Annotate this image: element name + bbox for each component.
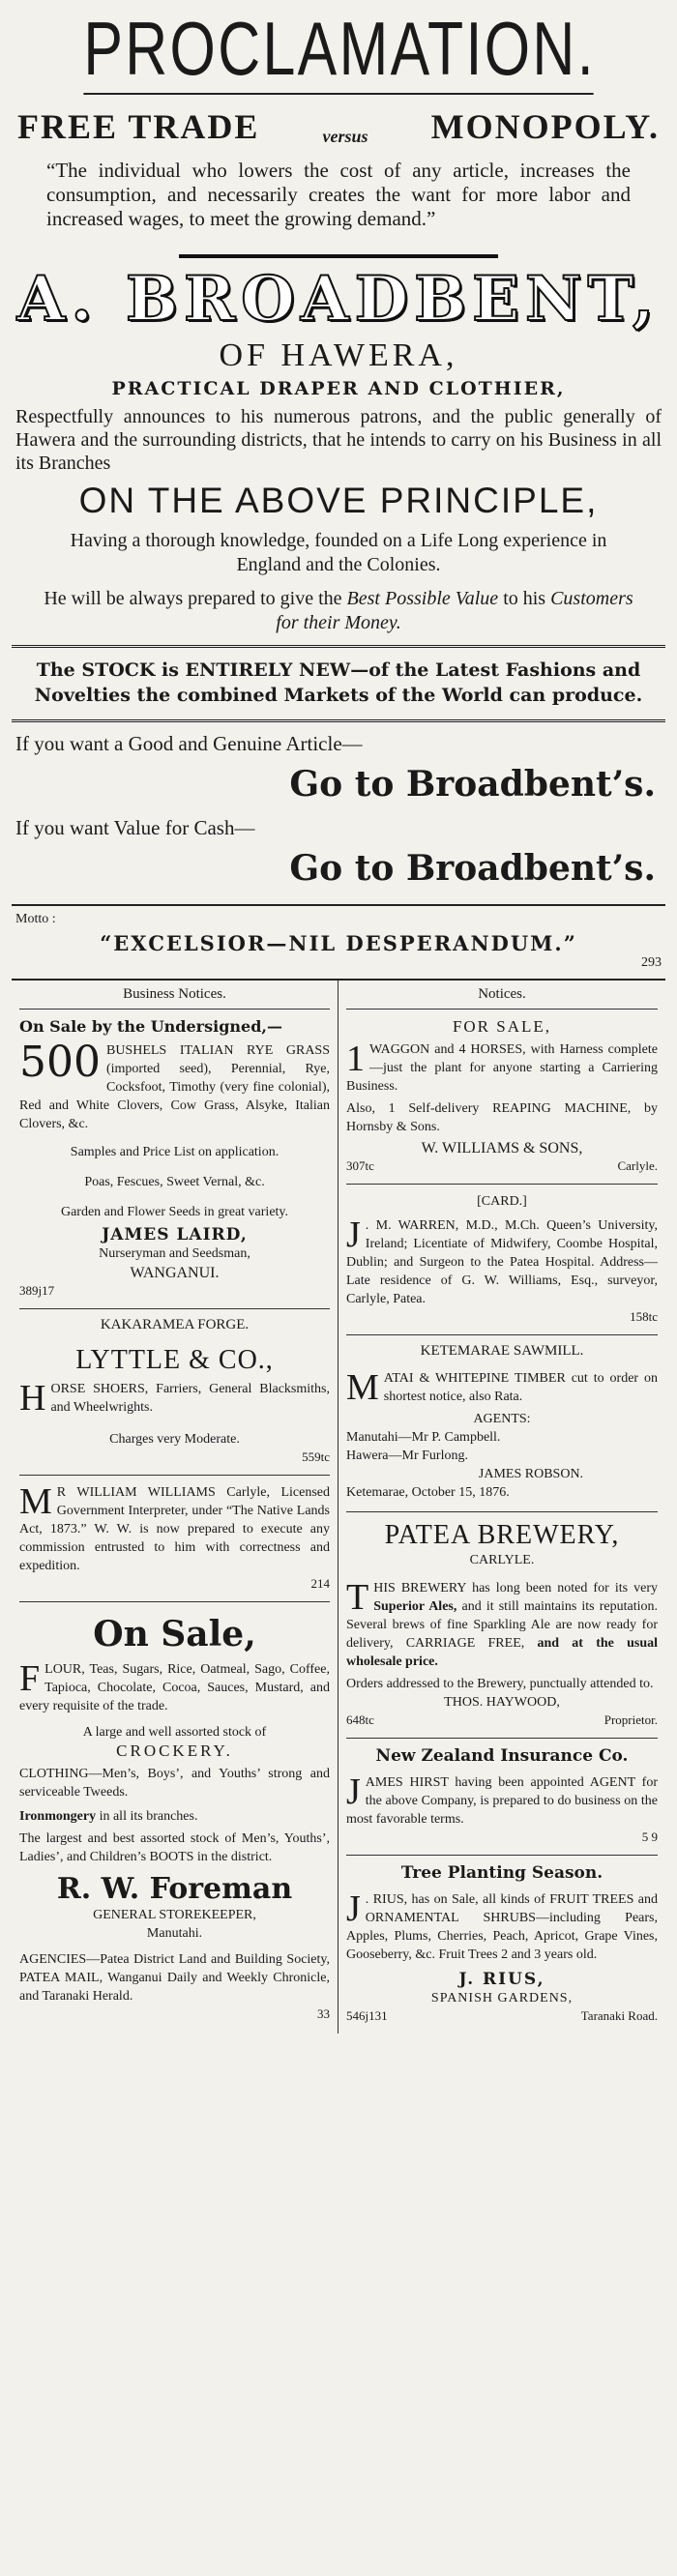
for-sale-number: 1 [346, 1039, 365, 1079]
foreman-agencies: AGENCIES—Patea District Land and Building Society, PATEA MAIL, Wanganui Daily and Weekly Chronicle, and Taranaki Herald. [19, 1952, 330, 2004]
free-trade-banner [12, 95, 665, 155]
notice-columns [12, 981, 665, 2034]
intro-paragraph: Respectfully announces to his numerous patrons, and the public generally of Hawera and the surrounding districts, that he intends to carry on his Business in all its Branches [15, 406, 662, 474]
trees-gardens: SPANISH GARDENS, [430, 1991, 574, 2005]
for-sale-name: W. WILLIAMS & SONS, [421, 1140, 583, 1156]
business-notices-column [12, 981, 338, 2034]
warren-card-ad [346, 1185, 658, 1334]
foreman-role: GENERAL STOREKEEPER, [93, 1908, 256, 1922]
brewery-name: THOS. HAYWOOD, [444, 1695, 560, 1710]
williams-body [19, 1483, 330, 1575]
insurance-header: New Zealand Insurance Co. [375, 1746, 629, 1766]
go-to-line-1: Go to Broadbent’s. [289, 764, 656, 805]
trees-header: Tree Planting Season. [400, 1863, 603, 1883]
value-text-d: Customers for their Money. [276, 588, 633, 633]
sawmill-ad [346, 1335, 658, 1511]
if-value: If you want Value for Cash— [15, 816, 255, 839]
laird-text: (imported seed), Perennial, Rye, Cocksfoot, Timothy (very fine colonial), Red and White Clovers, Cow Grass, Alsyke, Italian Clovers, &c. [19, 1062, 330, 1131]
card-body [346, 1216, 658, 1308]
go-to-line-2: Go to Broadbent’s. [289, 848, 656, 889]
divider [179, 254, 498, 258]
forge-ad [19, 1309, 330, 1475]
proclamation-title: PROCLAMATION. [83, 4, 593, 95]
brewery-header: PATEA BREWERY, [384, 1520, 620, 1550]
laird-ad [19, 1010, 330, 1308]
motto-text: “EXCELSIOR—NIL DESPERANDUM.” [100, 931, 577, 955]
sawmill-date: Ketemarae, October 15, 1876. [346, 1485, 510, 1500]
foreman-dropcap: F [19, 1658, 41, 1699]
broadbent-trade: PRACTICAL DRAPER AND CLOTHIER, [111, 378, 566, 399]
notices-column [338, 981, 665, 2034]
broadbent-place: OF HAWERA, [219, 337, 458, 373]
experience-paragraph: Having a thorough knowledge, founded on a Life Long experience in England and the Colonies. [70, 530, 607, 575]
laird-role: Nurseryman and Seedsman, [99, 1246, 250, 1261]
for-sale-title: FOR SALE, [452, 1017, 552, 1036]
brewery-text-1: HIS BREWERY has long been noted for its very [373, 1581, 658, 1595]
foreman-title: On Sale, [93, 1614, 256, 1654]
trees-text: . RIUS, has on Sale, all kinds of FRUIT TREES and ORNAMENTAL SHRUBS—including Pears, Apples, Plums, Cherries, Peach, Apricot, Grape Vines, Gooseberry, &c. Fruit Trees 2 and 3 years old. [346, 1892, 658, 1962]
foreman-body [19, 1660, 330, 1715]
brewery-ad [346, 1512, 658, 1738]
foreman-stock-line: A large and well assorted stock of [82, 1725, 267, 1740]
laird-body [19, 1038, 330, 1133]
trees-dropcap: J [346, 1888, 361, 1929]
trees-name: J. RIUS, [458, 1970, 545, 1989]
sawmill-name: JAMES ROBSON. [478, 1467, 584, 1481]
motto-label: Motto : [15, 912, 56, 926]
value-text-b: Best Possible Value [346, 588, 499, 609]
williams-text: R WILLIAM WILLIAMS Carlyle, Licensed Government Interpreter, under “The Native Lands Act, 1873.” W. W. is now prepared to execute any commission entrusted to him with correctness and expedition. [19, 1485, 330, 1573]
sawmill-dropcap: M [346, 1367, 379, 1408]
broadbent-name: A. BROADBENT, [16, 263, 661, 336]
brewery-orders: Orders addressed to the Brewery, punctually attended to. [346, 1677, 654, 1691]
brewery-carriage: CARRIAGE FREE, [405, 1636, 525, 1651]
insurance-body [346, 1773, 658, 1829]
business-notices-header: Business Notices. [123, 986, 226, 1002]
motto-block [12, 906, 665, 979]
for-sale-ref: 307tc [346, 1158, 374, 1173]
for-sale-body [346, 1040, 658, 1096]
quote: “The individual who lowers the cost of any article, increases the consumption, and necessarily creates the want for more labor and increased wages, to meet the growing demand.” [46, 159, 631, 230]
principle-heading: ON THE ABOVE PRINCIPLE, [78, 481, 599, 520]
card-text: . M. WARREN, M.D., M.Ch. Queen’s University, Ireland; Licentiate of Midwifery, Coombe Hospital, Dublin; and Surgeon to the Patea Hospital. Address—Late residence of G. W. Williams, Esq., surveyor, Carlyle, Patea. [346, 1218, 658, 1306]
card-dropcap: J [346, 1215, 361, 1255]
foreman-ref: 33 [317, 2006, 330, 2021]
foreman-iron [19, 1807, 330, 1826]
laird-lead: BUSHELS ITALIAN RYE GRASS [105, 1043, 330, 1058]
foreman-clothing: CLOTHING—Men’s, Boys’, and Youths’ strong and serviceable Tweeds. [19, 1767, 330, 1800]
williams-ad [19, 1476, 330, 1601]
brewery-body [346, 1579, 658, 1671]
brewery-text-3: and at the usual wholesale price. [346, 1636, 659, 1669]
insurance-dropcap: J [346, 1771, 361, 1812]
laird-poas: Poas, Fescues, Sweet Vernal, &c. [84, 1175, 265, 1189]
insurance-text: AMES HIRST having been appointed AGENT for the above Company, is prepared to do business on the most favorable terms. [346, 1775, 658, 1827]
card-ref: 158tc [630, 1309, 658, 1324]
laird-title: On Sale by the Undersigned,— [19, 1017, 282, 1036]
value-paragraph [12, 577, 665, 645]
foreman-crockery: CROCKERY. [116, 1742, 233, 1760]
brewery-superior: Superior Ales, [373, 1599, 457, 1614]
brewery-ref: 648tc [346, 1712, 374, 1727]
foreman-boots: The largest and best assorted stock of Men’s, Youths’, Ladies’, and Children’s BOOTS in the district. [19, 1831, 330, 1864]
trees-footer [346, 2007, 658, 2024]
forge-body [19, 1380, 330, 1417]
banner-mid: versus [322, 127, 368, 146]
trees-road: Taranaki Road. [580, 2008, 658, 2023]
sawmill-agent-2: Hawera—Mr Furlong. [346, 1449, 468, 1463]
insurance-ad [346, 1739, 658, 1855]
brewery-text-2: and it still maintains its reputation. Several brews of fine Sparkling Ale are now ready for delivery, [346, 1599, 659, 1651]
laird-name: JAMES LAIRD, [102, 1225, 248, 1244]
forge-text: ORSE SHOERS, Farriers, General Blacksmiths, and Wheelwrights. [50, 1382, 330, 1415]
for-sale-ad [346, 1010, 658, 1184]
sawmill-agent-1: Manutahi—Mr P. Campbell. [346, 1430, 501, 1445]
brewery-footer [346, 1712, 658, 1728]
motto-ref: 293 [641, 955, 662, 970]
for-sale-footer [346, 1157, 658, 1174]
brewery-role: Proprietor. [603, 1712, 658, 1727]
trees-ref: 546j131 [346, 2008, 388, 2023]
foreman-iron-text: in all its branches. [99, 1809, 198, 1824]
for-sale-text: WAGGON and 4 HORSES, with Harness complete—just the plant for anyone starting a Carriering Business. [346, 1042, 658, 1094]
forge-ref: 559tc [302, 1449, 330, 1464]
brewery-dropcap: T [346, 1577, 369, 1618]
go-to-broadbents [12, 722, 665, 904]
sawmill-body [346, 1369, 658, 1406]
laird-ref: 389j17 [19, 1283, 55, 1298]
banner-right: MONOPOLY. [430, 107, 660, 146]
for-sale-town: Carlyle. [617, 1158, 658, 1173]
sawmill-text: ATAI & WHITEPINE TIMBER cut to order on shortest notice, also Rata. [383, 1371, 658, 1404]
for-sale-also: Also, 1 Self-delivery REAPING MACHINE, by Hornsby & Sons. [346, 1101, 658, 1134]
forge-charges: Charges very Moderate. [109, 1432, 240, 1447]
banner-left: FREE TRADE [17, 107, 260, 146]
insurance-ref: 5 9 [641, 1830, 658, 1844]
brewery-sub: CARLYLE. [469, 1553, 535, 1567]
foreman-ad [19, 1602, 330, 2032]
laird-seeds: Garden and Flower Seeds in great variety. [60, 1205, 289, 1219]
forge-header: KAKARAMEA FORGE. [100, 1317, 250, 1332]
card-header: [CARD.] [477, 1194, 527, 1209]
value-text-a: He will be always prepared to give the [44, 588, 342, 609]
forge-name: LYTTLE & CO., [75, 1345, 274, 1375]
foreman-iron-label: Ironmongery [19, 1809, 97, 1824]
laird-town: WANGANUI. [130, 1265, 220, 1281]
notices-header: Notices. [478, 986, 526, 1002]
laird-number: 500 [19, 1038, 101, 1087]
value-text-c: to his [503, 588, 546, 609]
foreman-name: R. W. Foreman [56, 1872, 293, 1906]
williams-dropcap: M [19, 1481, 52, 1522]
tree-planting-ad [346, 1856, 658, 2034]
forge-dropcap: H [19, 1378, 46, 1419]
trees-body [346, 1890, 658, 1964]
stock-notice: The STOCK is ENTIRELY NEW—of the Latest Fashions and Novelties the combined Markets of the World can produce. [34, 659, 643, 706]
foreman-town: Manutahi. [146, 1926, 203, 1941]
sawmill-agents: AGENTS: [473, 1412, 531, 1426]
if-genuine: If you want a Good and Genuine Article— [15, 732, 363, 755]
sawmill-header: KETEMARAE SAWMILL. [420, 1343, 584, 1359]
williams-ref: 214 [310, 1576, 330, 1591]
foreman-text: LOUR, Teas, Sugars, Rice, Oatmeal, Sago, Coffee, Tapioca, Chocolate, Cocoa, Sauces, Mustard, and every requisite of the trade. [19, 1662, 330, 1713]
laird-samples: Samples and Price List on application. [70, 1145, 280, 1159]
